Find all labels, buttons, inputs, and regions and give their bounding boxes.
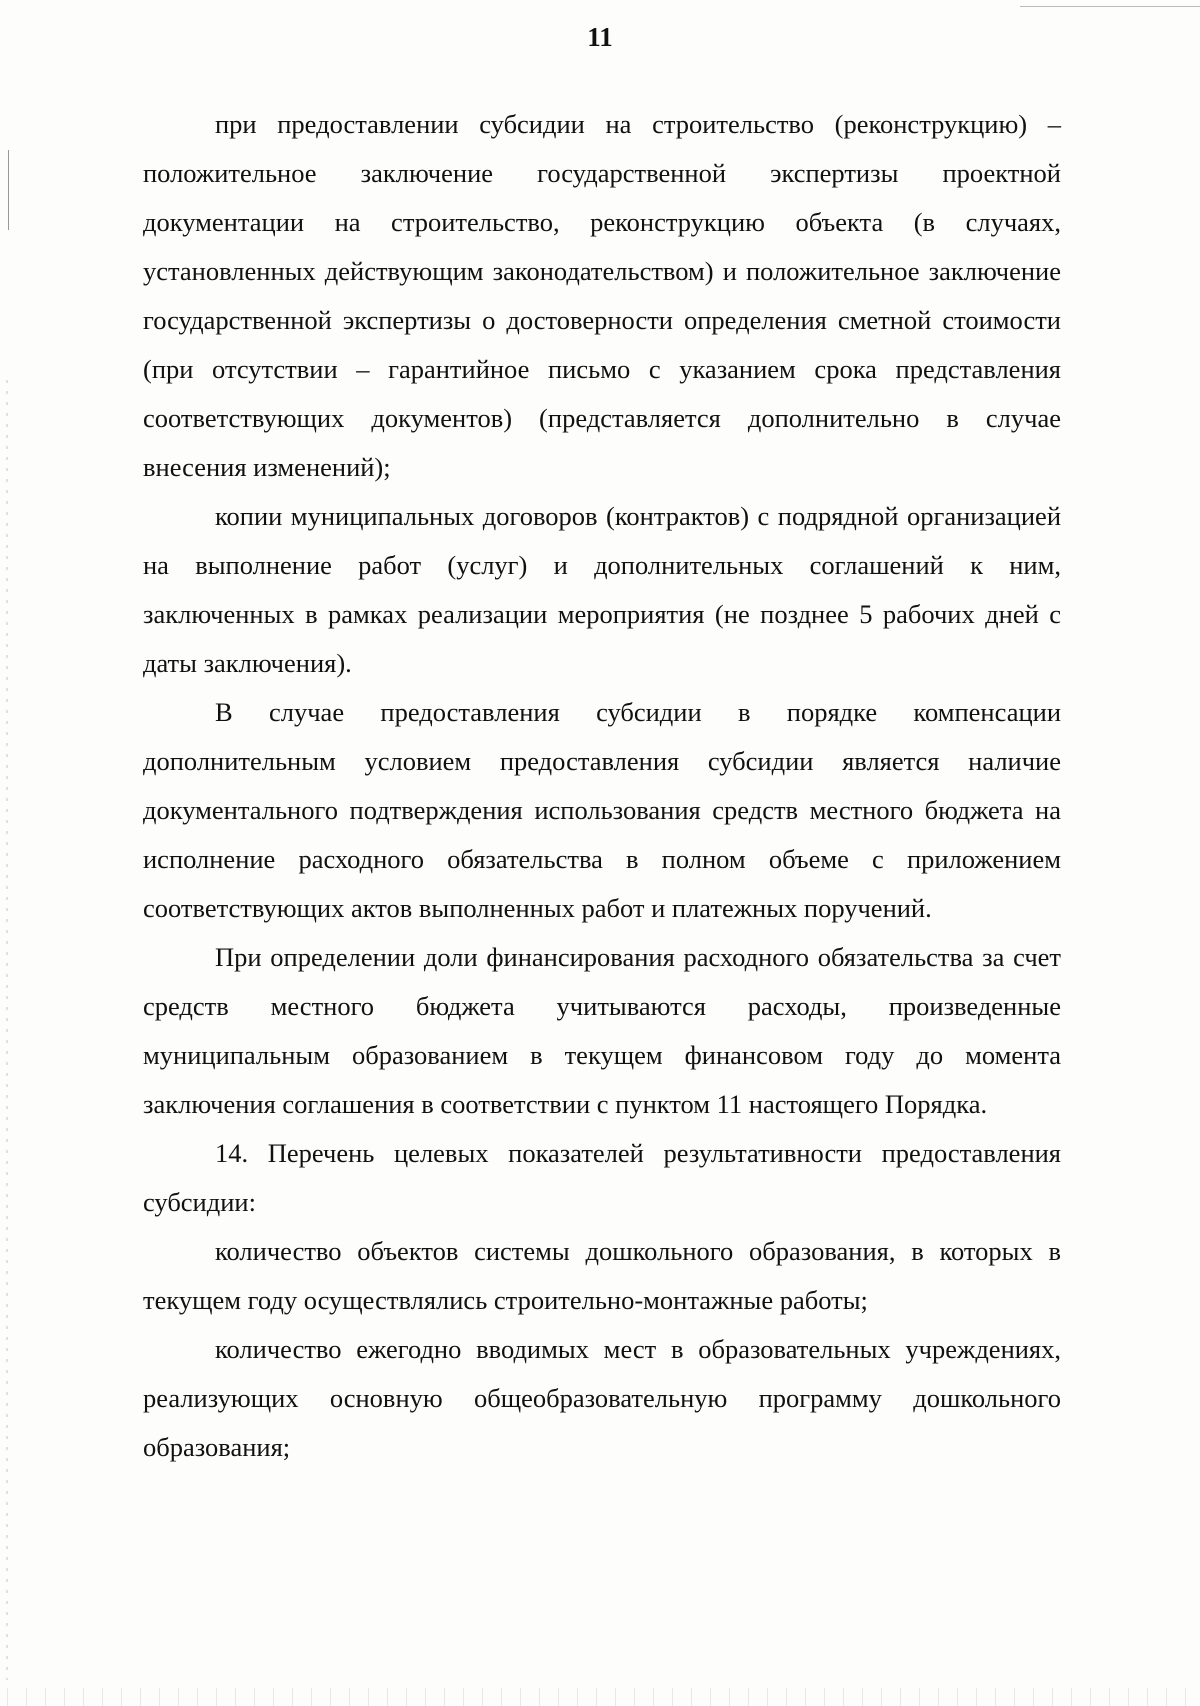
paragraph-indicators-heading: 14. Перечень целевых показателей результативности предоставления субсидии: <box>143 1138 1061 1217</box>
document-body <box>143 100 1061 1472</box>
paragraph-compensation: В случае предоставления субсидии в порядке компенсации дополнительным условием предоставления субсидии является наличие документального подтверждения использования средств местного бюджета на исполнение расходного обязательства в полном объеме с приложением соответствующих актов выполненных работ и платежных поручений. <box>143 697 1061 923</box>
scan-artifact-mark <box>8 150 9 230</box>
paragraph-financing-share: При определении доли финансирования расходного обязательства за счет средств местного бюджета учитываются расходы, произведенные муниципальным образованием в текущем финансовом году до момента заключения соглашения в соответствии с пунктом 11 настоящего Порядка. <box>143 942 1061 1119</box>
paragraph-construction-subsidy: при предоставлении субсидии на строительство (реконструкцию) – положительное заключение государственной экспертизы проектной документации на строительство, реконструкцию объекта (в случаях, установленных действующим законодательством) и положительное заключение государственной экспертизы о достоверности определения сметной стоимости (при отсутствии – гарантийное письмо с указанием срока представления соответствующих документов) (представляется дополнительно в случае внесения изменений); <box>143 109 1061 482</box>
paragraph-contract-copies: копии муниципальных договоров (контрактов) с подрядной организацией на выполнение работ (услуг) и дополнительных соглашений к ним, заключенных в рамках реализации мероприятия (не позднее 5 рабочих дней с даты заключения). <box>143 501 1061 678</box>
scan-artifact-top-line <box>1020 6 1200 7</box>
paragraph-indicator-objects: количество объектов системы дошкольного образования, в которых в текущем году осуществлялись строительно-монтажные работы; <box>143 1236 1061 1315</box>
page-number: 11 <box>587 22 613 52</box>
scan-artifact-bottom-edge <box>0 1688 1200 1706</box>
scan-artifact-left-edge <box>6 380 8 1680</box>
paragraph-indicator-places: количество ежегодно вводимых мест в образовательных учреждениях, реализующих основную общеобразовательную программу дошкольного образования; <box>143 1334 1061 1462</box>
